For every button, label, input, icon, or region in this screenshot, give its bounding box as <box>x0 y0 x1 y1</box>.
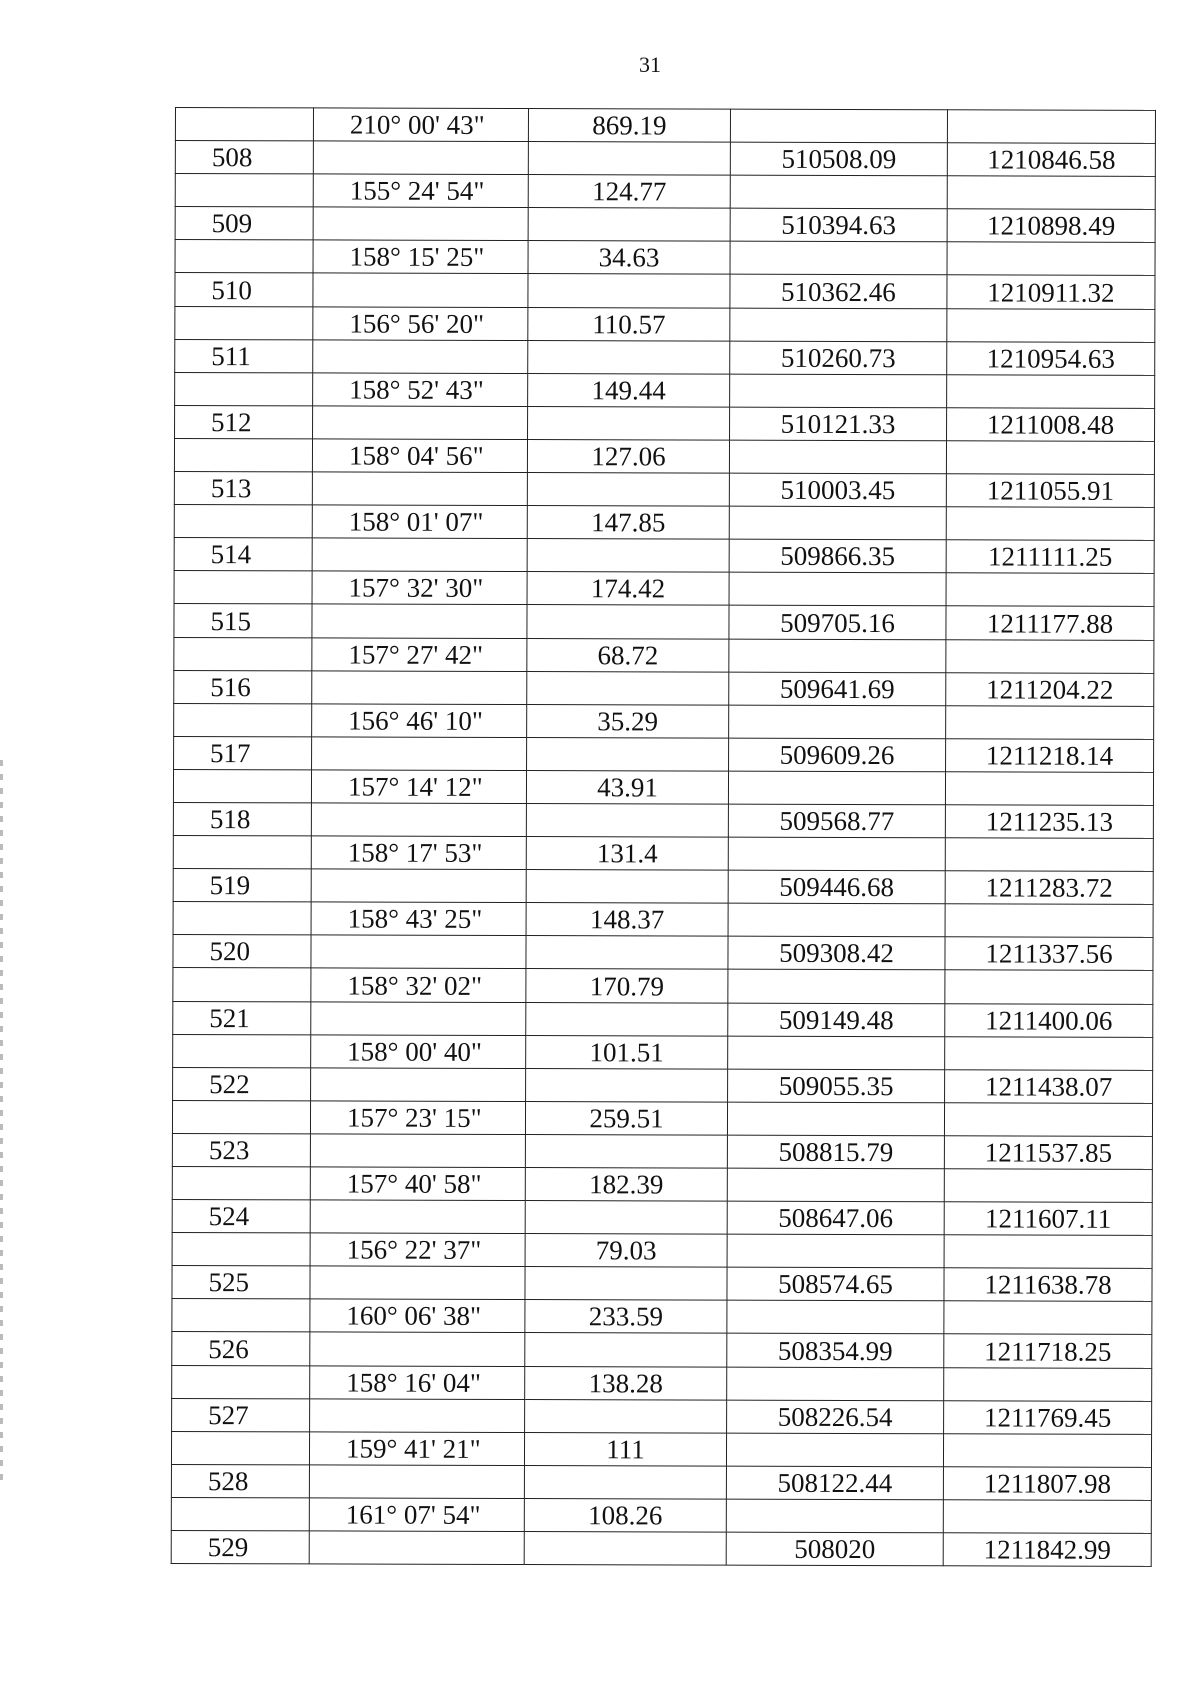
easting-cell <box>947 110 1155 144</box>
bearing-cell <box>312 472 527 506</box>
station-cell <box>171 1497 309 1531</box>
station-cell: 526 <box>172 1332 310 1366</box>
table-row <box>172 1365 1152 1401</box>
northing-cell <box>726 1433 943 1467</box>
bearing-cell: 155° 24' 54" <box>313 174 528 208</box>
bearing-cell: 160° 06' 38" <box>310 1299 525 1333</box>
easting-cell: 1211438.07 <box>945 1070 1153 1104</box>
table-row <box>173 1034 1153 1070</box>
northing-cell <box>727 1367 944 1401</box>
northing-cell <box>728 970 945 1004</box>
table-row <box>175 240 1155 276</box>
station-cell <box>175 372 313 406</box>
distance-cell <box>526 870 728 904</box>
page-number: 31 <box>639 52 661 77</box>
distance-cell: 259.51 <box>525 1101 727 1135</box>
easting-cell: 1211718.25 <box>944 1334 1152 1368</box>
station-cell: 517 <box>174 736 312 770</box>
station-cell <box>175 174 313 208</box>
table-row <box>171 1431 1151 1467</box>
distance-cell <box>528 406 730 440</box>
distance-cell <box>527 737 729 771</box>
easting-cell <box>947 308 1155 342</box>
distance-cell: 127.06 <box>527 439 729 473</box>
station-cell: 525 <box>172 1266 310 1300</box>
table-row <box>173 869 1153 905</box>
distance-cell <box>527 473 729 507</box>
easting-cell <box>943 1434 1151 1468</box>
distance-cell <box>527 605 729 639</box>
table-row <box>175 207 1155 243</box>
bearing-cell: 158° 16' 04" <box>310 1365 525 1399</box>
easting-cell: 1210846.58 <box>947 143 1155 177</box>
station-cell: 513 <box>174 472 312 506</box>
bearing-cell: 158° 04' 56" <box>312 439 527 473</box>
easting-cell: 1211400.06 <box>945 1003 1153 1037</box>
station-cell: 508 <box>175 141 313 175</box>
bearing-cell <box>313 406 528 440</box>
distance-cell <box>527 671 729 705</box>
easting-cell: 1210898.49 <box>947 209 1155 243</box>
table-row <box>172 1200 1152 1236</box>
table-row <box>175 339 1155 375</box>
table-row <box>173 769 1153 805</box>
station-cell <box>173 769 311 803</box>
station-cell: 521 <box>173 1001 311 1035</box>
bearing-cell: 158° 00' 40" <box>311 1035 526 1069</box>
northing-cell <box>728 1036 945 1070</box>
station-cell <box>172 1299 310 1333</box>
northing-cell <box>729 506 946 540</box>
bearing-cell <box>311 1001 526 1035</box>
table-row <box>171 1464 1151 1500</box>
station-cell: 527 <box>172 1398 310 1432</box>
table-row <box>173 935 1153 971</box>
easting-cell: 1211638.78 <box>944 1268 1152 1302</box>
bearing-cell <box>312 604 527 638</box>
table-row <box>174 571 1154 607</box>
northing-cell <box>730 308 947 342</box>
distance-cell <box>526 936 728 970</box>
northing-cell: 508020 <box>726 1532 943 1566</box>
northing-cell: 508122.44 <box>726 1466 943 1500</box>
easting-cell: 1211537.85 <box>944 1136 1152 1170</box>
station-cell: 519 <box>173 869 311 903</box>
northing-cell: 509055.35 <box>728 1069 945 1103</box>
bearing-cell <box>310 1134 525 1168</box>
northing-cell: 510260.73 <box>730 341 947 375</box>
northing-cell <box>727 1168 944 1202</box>
easting-cell <box>944 1367 1152 1401</box>
northing-cell <box>728 837 945 871</box>
easting-cell <box>943 1500 1151 1534</box>
easting-cell: 1211111.25 <box>946 540 1154 574</box>
easting-cell: 1211008.48 <box>947 408 1155 442</box>
easting-cell: 1211235.13 <box>945 805 1153 839</box>
table-row <box>174 703 1154 739</box>
distance-cell <box>528 142 730 176</box>
bearing-cell: 157° 23' 15" <box>310 1101 525 1135</box>
table-row <box>173 1001 1153 1037</box>
distance-cell <box>528 340 730 374</box>
table-row <box>173 836 1153 872</box>
bearing-cell <box>311 1068 526 1102</box>
table-row <box>175 141 1155 177</box>
northing-cell: 510362.46 <box>730 275 947 309</box>
table-row <box>172 1332 1152 1368</box>
bearing-cell <box>313 207 528 241</box>
easting-cell: 1211177.88 <box>946 606 1154 640</box>
bearing-cell: 156° 46' 10" <box>312 704 527 738</box>
table-row <box>175 306 1155 342</box>
northing-cell: 508815.79 <box>727 1135 944 1169</box>
easting-cell <box>944 1235 1152 1269</box>
distance-cell <box>527 539 729 573</box>
easting-cell: 1210911.32 <box>947 275 1155 309</box>
table-body <box>171 108 1155 1567</box>
station-cell <box>172 1365 310 1399</box>
bearing-cell: 159° 41' 21" <box>309 1432 524 1466</box>
distance-cell <box>526 1002 728 1036</box>
distance-cell: 170.79 <box>526 969 728 1003</box>
easting-cell <box>946 441 1154 475</box>
northing-cell <box>730 374 947 408</box>
table-row <box>172 1398 1152 1434</box>
table-row <box>173 968 1153 1004</box>
table-row <box>175 174 1155 210</box>
easting-cell: 1211283.72 <box>945 871 1153 905</box>
distance-cell: 174.42 <box>527 572 729 606</box>
table-row <box>171 1531 1151 1567</box>
station-cell <box>172 1233 310 1267</box>
station-cell <box>174 637 312 671</box>
table-row <box>174 505 1154 541</box>
northing-cell <box>726 1499 943 1533</box>
table-row <box>174 472 1154 508</box>
easting-cell: 1211842.99 <box>943 1533 1151 1567</box>
northing-cell <box>730 242 947 276</box>
table-row <box>174 637 1154 673</box>
station-cell <box>174 571 312 605</box>
bearing-cell <box>311 803 526 837</box>
easting-cell <box>945 1036 1153 1070</box>
distance-cell: 68.72 <box>527 638 729 672</box>
distance-cell: 233.59 <box>525 1300 727 1334</box>
easting-cell: 1211807.98 <box>943 1467 1151 1501</box>
station-cell <box>171 1431 309 1465</box>
easting-cell: 1211055.91 <box>946 474 1154 508</box>
bearing-cell: 157° 27' 42" <box>312 637 527 671</box>
distance-cell: 35.29 <box>527 704 729 738</box>
bearing-cell <box>310 1399 525 1433</box>
survey-coordinates-table <box>171 107 1156 1567</box>
distance-cell: 111 <box>524 1432 726 1466</box>
station-cell <box>172 1100 310 1134</box>
distance-cell: 101.51 <box>526 1035 728 1069</box>
distance-cell <box>525 1399 727 1433</box>
station-cell: 520 <box>173 935 311 969</box>
easting-cell <box>945 904 1153 938</box>
station-cell: 529 <box>171 1531 309 1565</box>
table-row <box>174 670 1154 706</box>
easting-cell: 1211607.11 <box>944 1202 1152 1236</box>
bearing-cell: 158° 52' 43" <box>313 373 528 407</box>
distance-cell <box>526 804 728 838</box>
bearing-cell <box>311 935 526 969</box>
table-row <box>172 1166 1152 1202</box>
distance-cell: 148.37 <box>526 903 728 937</box>
station-cell <box>173 968 311 1002</box>
station-cell <box>174 438 312 472</box>
distance-cell: 124.77 <box>528 175 730 209</box>
distance-cell: 149.44 <box>528 373 730 407</box>
bearing-cell: 158° 01' 07" <box>312 505 527 539</box>
table-row <box>175 405 1155 441</box>
easting-cell <box>945 838 1153 872</box>
northing-cell <box>729 440 946 474</box>
northing-cell: 509446.68 <box>728 870 945 904</box>
bearing-cell: 158° 15' 25" <box>313 240 528 274</box>
distance-cell <box>524 1532 726 1566</box>
easting-cell <box>947 375 1155 409</box>
distance-cell: 138.28 <box>525 1366 727 1400</box>
northing-cell: 510394.63 <box>730 208 947 242</box>
bearing-cell: 158° 32' 02" <box>311 968 526 1002</box>
northing-cell <box>728 771 945 805</box>
station-cell <box>174 505 312 539</box>
easting-cell <box>946 639 1154 673</box>
distance-cell <box>524 1465 726 1499</box>
bearing-cell <box>312 671 527 705</box>
table-row <box>172 1299 1152 1335</box>
easting-cell <box>946 507 1154 541</box>
bearing-cell <box>309 1465 524 1499</box>
distance-cell <box>525 1201 727 1235</box>
northing-cell <box>727 1301 944 1335</box>
table-row <box>173 902 1153 938</box>
table-row <box>174 604 1154 640</box>
northing-cell <box>729 705 946 739</box>
station-cell: 514 <box>174 538 312 572</box>
bearing-cell <box>311 869 526 903</box>
northing-cell: 509308.42 <box>728 936 945 970</box>
table-row <box>172 1233 1152 1269</box>
table-row <box>172 1266 1152 1302</box>
northing-cell <box>727 1102 944 1136</box>
easting-cell <box>945 970 1153 1004</box>
distance-cell <box>528 274 730 308</box>
bearing-cell <box>313 273 528 307</box>
bearing-cell: 161° 07' 54" <box>309 1498 524 1532</box>
table-row <box>172 1133 1152 1169</box>
northing-cell: 508647.06 <box>727 1201 944 1235</box>
distance-cell: 131.4 <box>526 837 728 871</box>
easting-cell <box>946 573 1154 607</box>
station-cell: 524 <box>172 1200 310 1234</box>
bearing-cell <box>310 1332 525 1366</box>
table-row <box>171 1497 1151 1533</box>
station-cell: 509 <box>175 207 313 241</box>
easting-cell: 1211218.14 <box>946 739 1154 773</box>
table-row <box>173 1067 1153 1103</box>
station-cell: 518 <box>173 802 311 836</box>
bearing-cell: 157° 14' 12" <box>311 770 526 804</box>
station-cell: 515 <box>174 604 312 638</box>
northing-cell: 508226.54 <box>727 1400 944 1434</box>
bearing-cell: 158° 43' 25" <box>311 902 526 936</box>
bearing-cell <box>313 141 528 175</box>
bearing-cell: 210° 00' 43" <box>313 108 528 142</box>
table-row <box>174 538 1154 574</box>
bearing-cell <box>312 538 527 572</box>
station-cell <box>175 240 313 274</box>
bearing-cell <box>312 737 527 771</box>
station-cell <box>175 306 313 340</box>
easting-cell <box>947 176 1155 210</box>
easting-cell: 1211204.22 <box>946 672 1154 706</box>
distance-cell: 43.91 <box>526 770 728 804</box>
bearing-cell: 156° 22' 37" <box>310 1233 525 1267</box>
table-row <box>175 108 1155 144</box>
table-row <box>175 372 1155 408</box>
station-cell: 523 <box>172 1133 310 1167</box>
easting-cell: 1210954.63 <box>947 341 1155 375</box>
scan-edge-artifact <box>0 760 3 1480</box>
northing-cell <box>730 109 947 143</box>
easting-cell <box>946 705 1154 739</box>
easting-cell: 1211769.45 <box>944 1400 1152 1434</box>
northing-cell: 509705.16 <box>729 606 946 640</box>
distance-cell <box>526 1068 728 1102</box>
easting-cell <box>944 1301 1152 1335</box>
bearing-cell: 157° 40' 58" <box>310 1167 525 1201</box>
station-cell: 528 <box>171 1464 309 1498</box>
distance-cell: 110.57 <box>528 307 730 341</box>
station-cell: 512 <box>175 405 313 439</box>
station-cell <box>172 1166 310 1200</box>
distance-cell: 34.63 <box>528 241 730 275</box>
northing-cell: 509149.48 <box>728 1003 945 1037</box>
station-cell: 511 <box>175 339 313 373</box>
bearing-cell: 156° 56' 20" <box>313 306 528 340</box>
northing-cell <box>729 572 946 606</box>
bearing-cell: 157° 32' 30" <box>312 571 527 605</box>
easting-cell: 1211337.56 <box>945 937 1153 971</box>
table-row <box>173 802 1153 838</box>
station-cell <box>173 1034 311 1068</box>
distance-cell: 869.19 <box>528 109 730 143</box>
northing-cell: 508574.65 <box>727 1267 944 1301</box>
northing-cell: 508354.99 <box>727 1334 944 1368</box>
northing-cell: 510121.33 <box>730 407 947 441</box>
northing-cell: 509866.35 <box>729 539 946 573</box>
bearing-cell <box>310 1266 525 1300</box>
northing-cell <box>728 903 945 937</box>
distance-cell <box>528 208 730 242</box>
distance-cell: 182.39 <box>525 1168 727 1202</box>
distance-cell <box>525 1134 727 1168</box>
distance-cell: 108.26 <box>524 1498 726 1532</box>
table-row <box>172 1100 1152 1136</box>
station-cell <box>175 108 313 142</box>
easting-cell <box>944 1103 1152 1137</box>
northing-cell: 509609.26 <box>729 738 946 772</box>
station-cell <box>173 836 311 870</box>
northing-cell <box>727 1234 944 1268</box>
northing-cell: 509568.77 <box>728 804 945 838</box>
distance-cell <box>525 1333 727 1367</box>
station-cell <box>173 902 311 936</box>
bearing-cell <box>313 340 528 374</box>
table-row <box>174 736 1154 772</box>
easting-cell <box>947 242 1155 276</box>
northing-cell: 510508.09 <box>730 142 947 176</box>
distance-cell: 79.03 <box>525 1234 727 1268</box>
northing-cell: 509641.69 <box>729 672 946 706</box>
bearing-cell: 158° 17' 53" <box>311 836 526 870</box>
northing-cell <box>729 639 946 673</box>
station-cell: 516 <box>174 670 312 704</box>
distance-cell <box>525 1267 727 1301</box>
bearing-cell <box>310 1200 525 1234</box>
table-row <box>174 438 1154 474</box>
distance-cell: 147.85 <box>527 506 729 540</box>
easting-cell <box>945 772 1153 806</box>
easting-cell <box>944 1169 1152 1203</box>
station-cell <box>174 703 312 737</box>
table-row <box>175 273 1155 309</box>
northing-cell: 510003.45 <box>729 473 946 507</box>
bearing-cell <box>309 1531 524 1565</box>
northing-cell <box>730 175 947 209</box>
station-cell: 522 <box>173 1067 311 1101</box>
station-cell: 510 <box>175 273 313 307</box>
